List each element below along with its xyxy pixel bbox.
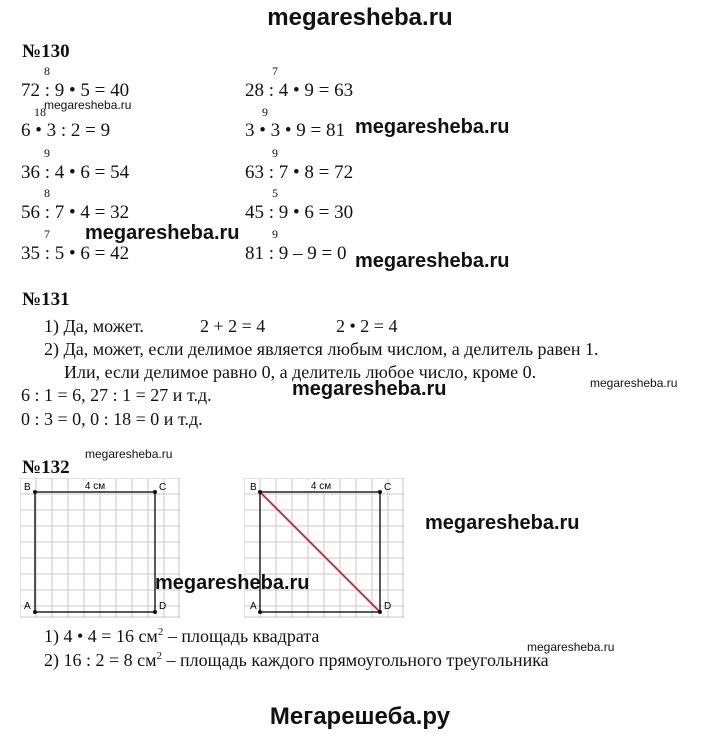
hint-number: 9: [262, 105, 268, 119]
hint-number: 18: [34, 105, 46, 119]
exercise-132-title: №132: [22, 457, 70, 478]
vertex-c: [153, 490, 157, 494]
equation: 56 : 7 • 4 = 32: [21, 202, 130, 223]
power-two: 2: [156, 650, 163, 662]
watermark: megaresheba.ru: [355, 250, 510, 272]
answer-line: Или, если делимое равно 0, а делитель любое число, кроме 0.: [64, 362, 537, 382]
hint-number: 7: [272, 64, 278, 78]
vertex-d: [153, 610, 157, 614]
corner-label-b: B: [250, 482, 257, 493]
answer-line: 1) Да, может.: [44, 316, 144, 336]
watermark: megaresheba.ru: [155, 572, 310, 594]
watermark: megaresheba.ru: [85, 447, 173, 461]
hint-number: 8: [44, 186, 50, 200]
grid-lines: [20, 478, 180, 618]
answer-line: 2 • 2 = 4: [336, 316, 398, 336]
corner-label-a: A: [24, 601, 31, 612]
area-square-desc: – площадь квадрата: [163, 626, 320, 646]
corner-label-c: C: [384, 482, 392, 493]
area-square-text: 1) 4 • 4 = 16 см: [44, 626, 158, 646]
equation: 6 • 3 : 2 = 9: [21, 120, 111, 141]
corner-label-d: D: [384, 601, 392, 612]
area-square-line: [44, 626, 319, 647]
hint-number: 9: [272, 227, 278, 241]
hint-number: 9: [272, 146, 278, 160]
equation: 28 : 4 • 9 = 63: [245, 80, 354, 101]
exercise-130-title: №130: [22, 41, 70, 62]
vertex-c: [378, 490, 382, 494]
watermark: megaresheba.ru: [44, 98, 132, 112]
hint-number: 7: [44, 227, 50, 241]
square-with-diagonal-figure: [244, 478, 404, 618]
equation: 81 : 9 – 9 = 0: [245, 243, 347, 264]
side-length-label: 4 см: [84, 481, 106, 492]
hint-number: 5: [272, 186, 278, 200]
equation: 45 : 9 • 6 = 30: [245, 202, 354, 223]
watermark: megaresheba.ru: [85, 222, 240, 244]
square-figure: [20, 478, 180, 618]
vertex-a: [258, 610, 262, 614]
site-footer: Мегарешеба.ру: [269, 703, 451, 730]
watermark: megaresheba.ru: [527, 640, 615, 654]
answer-line: 0 : 3 = 0, 0 : 18 = 0 и т.д.: [21, 409, 203, 429]
answer-line: 2) Да, может, если делимое является любым числом, а делитель равен 1.: [44, 339, 599, 359]
exercise-131-title: №131: [22, 289, 70, 310]
vertex-b: [33, 490, 37, 494]
area-triangle-line: [44, 650, 549, 671]
equation: 3 • 3 • 9 = 81: [245, 120, 346, 141]
site-header: megaresheba.ru: [267, 4, 453, 31]
watermark: megaresheba.ru: [425, 512, 580, 534]
equation: 36 : 4 • 6 = 54: [21, 162, 130, 183]
watermark: megaresheba.ru: [355, 116, 510, 138]
vertex-a: [33, 610, 37, 614]
vertex-d: [378, 610, 382, 614]
power-two: 2: [157, 626, 164, 638]
hint-number: 8: [44, 64, 50, 78]
watermark: megaresheba.ru: [292, 378, 447, 400]
corner-label-b: B: [24, 482, 31, 493]
answer-line: 6 : 1 = 6, 27 : 1 = 27 и т.д.: [21, 385, 212, 405]
area-triangle-desc: – площадь каждого прямоугольного треугольника: [162, 650, 549, 670]
corner-label-a: A: [250, 601, 257, 612]
equation: 63 : 7 • 8 = 72: [245, 162, 354, 183]
watermark: megaresheba.ru: [590, 376, 678, 390]
corner-label-c: C: [159, 482, 167, 493]
equation: 35 : 5 • 6 = 42: [21, 243, 130, 264]
equation: 72 : 9 • 5 = 40: [21, 80, 130, 101]
answer-line: 2 + 2 = 4: [200, 316, 266, 336]
vertex-b: [258, 490, 262, 494]
hint-number: 9: [44, 146, 50, 160]
corner-label-d: D: [159, 601, 167, 612]
side-length-label: 4 см: [310, 481, 332, 492]
area-triangle-text: 2) 16 : 2 = 8 см: [44, 650, 157, 670]
